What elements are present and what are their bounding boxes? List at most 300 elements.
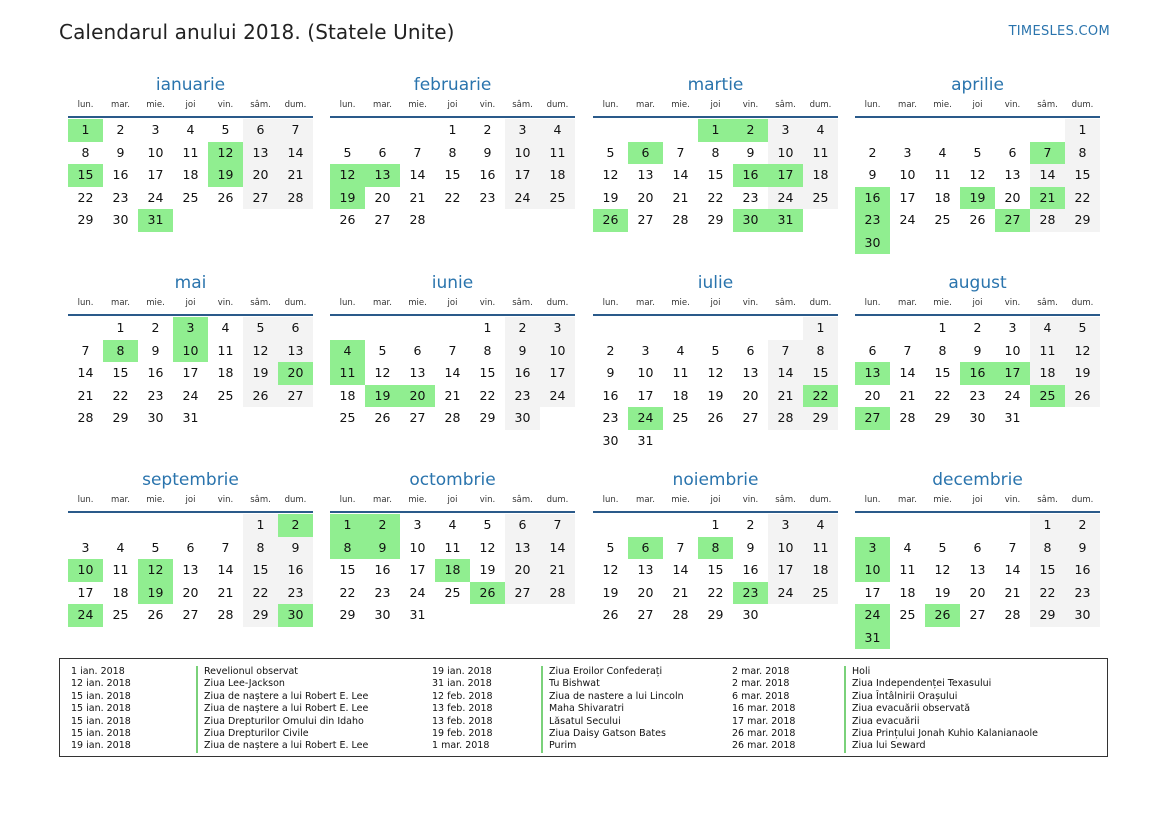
holiday-day: 6 [628,142,663,165]
empty-cell [995,514,1030,537]
day-cell: 11 [182,144,199,160]
holiday-day: 12 [208,142,243,165]
day-cell: 6 [746,342,755,358]
day-cell: 21 [278,164,313,187]
holiday-day: 20 [400,385,435,408]
holiday-day: 25 [1030,385,1065,408]
day-cell: 15 [1030,559,1065,582]
weekday-label: joi [185,298,196,308]
weekday-label: joi [710,495,721,505]
day-cell: 6 [413,342,422,358]
day-cell: 3 [540,317,575,340]
weekday-label: vin. [742,298,759,308]
holiday-day: 15 [68,164,103,187]
empty-cell [400,317,435,340]
day-cell: 2 [606,342,615,358]
day-cell: 24 [147,189,164,205]
day-cell: 12 [479,539,496,555]
day-cell: 24 [768,582,803,605]
site-link[interactable]: TIMESLES.COM [1008,24,1110,39]
holiday-day: 19 [960,187,995,210]
empty-cell [593,119,628,142]
day-cell: 3 [413,517,422,532]
day-cell: 22 [112,387,129,403]
day-cell: 18 [672,387,689,403]
day-cell: 23 [147,387,164,403]
day-cell: 28 [672,607,689,622]
day-cell: 8 [938,342,947,358]
day-cell: 1 [938,320,947,335]
holiday-day: 12 [138,559,173,582]
weekday-label: dum. [284,100,307,110]
day-cell: 6 [1008,144,1017,160]
day-cell: 27 [969,607,986,622]
day-cell: 24 [768,187,803,210]
day-cell: 17 [409,562,426,577]
holiday-day: 27 [855,407,890,430]
day-cell: 19 [1065,362,1100,385]
day-cell: 9 [1065,537,1100,560]
day-cell: 18 [803,559,838,582]
day-cell: 3 [151,122,160,137]
day-cell: 25 [803,582,838,605]
holiday-day: 20 [278,362,313,385]
day-cell: 10 [1004,342,1021,358]
day-cell: 9 [606,365,615,380]
holiday-day: 4 [330,340,365,363]
day-cell: 29 [707,607,724,622]
weekday-label: dum. [546,495,569,505]
month-name: octombrie [409,470,496,490]
day-cell: 15 [112,365,129,380]
holiday-day: 24 [855,604,890,627]
day-cell: 4 [448,517,457,532]
day-cell: 20 [742,387,759,403]
day-cell: 21 [1004,584,1021,600]
day-cell: 27 [505,582,540,605]
day-grid [593,514,838,627]
day-cell: 10 [409,539,426,555]
day-cell: 26 [217,189,234,205]
day-cell: 2 [483,122,492,137]
legend-names-col [844,666,1038,753]
empty-cell [68,317,103,340]
holiday-day: 19 [138,582,173,605]
holiday-day: 26 [470,582,505,605]
day-cell: 7 [278,119,313,142]
empty-cell [995,119,1030,142]
day-cell: 10 [637,365,654,380]
empty-cell [330,119,365,142]
day-cell: 20 [637,584,654,600]
day-cell: 6 [278,317,313,340]
day-cell: 14 [672,167,689,182]
weekday-header [855,491,1100,513]
empty-cell [628,119,663,142]
day-cell: 30 [147,410,164,425]
holiday-day: 16 [960,362,995,385]
day-cell: 5 [378,342,387,358]
day-cell: 28 [899,410,916,425]
day-cell: 22 [707,189,724,205]
day-cell: 8 [711,144,720,160]
day-cell: 6 [868,342,877,358]
weekday-label: sâm. [1037,495,1058,505]
day-cell: 1 [803,317,838,340]
legend-dates-col [71,666,131,753]
day-cell: 23 [1065,582,1100,605]
weekday-label: sâm. [250,100,271,110]
day-cell: 8 [448,144,457,160]
holiday-day: 18 [435,559,470,582]
day-cell: 25 [672,410,689,425]
weekday-label: sâm. [512,298,533,308]
weekday-header [330,96,575,118]
day-cell: 12 [969,167,986,182]
legend-holiday-name: Ziua Independenței Texasului [844,678,1038,690]
day-cell: 15 [803,362,838,385]
weekday-label: lun. [339,495,356,505]
day-cell: 25 [934,212,951,227]
day-cell: 6 [973,539,982,555]
legend-holiday-name: Revelionul observat [196,666,368,678]
day-cell: 7 [448,342,457,358]
day-cell: 11 [1030,340,1065,363]
day-cell: 25 [803,187,838,210]
weekday-label: lun. [602,100,619,110]
day-cell: 15 [1065,164,1100,187]
weekday-label: joi [185,495,196,505]
month-august [855,272,1100,430]
weekday-label: mar. [373,495,392,505]
day-cell: 3 [903,144,912,160]
empty-cell [330,317,365,340]
day-cell: 25 [339,410,356,425]
day-cell: 3 [505,119,540,142]
day-cell: 13 [243,142,278,165]
weekday-label: dum. [809,495,832,505]
holiday-day: 13 [365,164,400,187]
day-cell: 30 [602,432,619,448]
legend-date: 13 feb. 2018 [432,715,493,727]
day-cell: 29 [707,212,724,227]
day-grid [68,317,313,430]
day-cell: 11 [899,562,916,577]
legend-date: 19 ian. 2018 [71,740,131,752]
day-cell: 30 [505,407,540,430]
day-cell: 14 [409,167,426,182]
empty-cell [593,317,628,340]
legend-date: 12 feb. 2018 [432,690,493,702]
day-cell: 23 [374,584,391,600]
holiday-day: 12 [330,164,365,187]
day-cell: 28 [768,407,803,430]
day-cell: 23 [479,189,496,205]
weekday-label: mar. [898,495,917,505]
weekday-label: sâm. [1037,298,1058,308]
weekday-label: vin. [479,495,496,505]
holiday-day: 19 [365,385,400,408]
day-cell: 16 [147,365,164,380]
day-cell: 2 [116,122,125,137]
day-cell: 18 [540,164,575,187]
day-cell: 17 [899,189,916,205]
day-cell: 5 [151,539,160,555]
weekday-label: mie. [408,298,427,308]
day-cell: 14 [444,365,461,380]
day-grid [330,317,575,430]
empty-cell [628,514,663,537]
month-iulie [593,272,838,452]
weekday-header [330,294,575,316]
empty-cell [138,514,173,537]
holiday-day: 16 [855,187,890,210]
weekday-label: mie. [671,100,690,110]
month-name: iunie [431,273,474,293]
legend-holiday-name: Lăsatul Secului [541,716,684,728]
day-cell: 26 [707,410,724,425]
day-cell: 16 [505,362,540,385]
day-cell: 25 [444,584,461,600]
day-cell: 9 [973,342,982,358]
weekday-label: mar. [111,495,130,505]
day-cell: 3 [641,342,650,358]
day-cell: 22 [444,189,461,205]
empty-cell [628,317,663,340]
weekday-label: dum. [546,298,569,308]
day-cell: 30 [374,607,391,622]
holiday-day: 31 [855,627,890,650]
weekday-label: sâm. [250,495,271,505]
day-cell: 29 [934,410,951,425]
holiday-day: 19 [330,187,365,210]
weekday-label: joi [972,495,983,505]
day-grid [330,514,575,627]
day-cell: 2 [151,320,160,335]
day-cell: 28 [540,582,575,605]
day-cell: 1 [483,320,492,335]
legend-holiday-name: Ziua Prințului Jonah Kuhio Kalanianaole [844,728,1038,740]
day-cell: 7 [903,342,912,358]
day-cell: 31 [1004,410,1021,425]
day-cell: 2 [868,144,877,160]
weekday-label: vin. [217,495,234,505]
day-cell: 27 [637,607,654,622]
day-cell: 30 [969,410,986,425]
day-cell: 14 [1030,164,1065,187]
weekday-label: joi [972,100,983,110]
legend-date: 15 ian. 2018 [71,690,131,702]
weekday-label: joi [447,298,458,308]
day-cell: 26 [602,607,619,622]
holiday-day: 31 [138,209,173,232]
day-cell: 23 [742,189,759,205]
day-cell: 13 [637,167,654,182]
day-cell: 27 [637,212,654,227]
day-cell: 9 [116,144,125,160]
weekday-label: lun. [77,495,94,505]
day-cell: 1 [243,514,278,537]
empty-cell [855,317,890,340]
day-cell: 31 [637,432,654,448]
day-cell: 30 [742,607,759,622]
empty-cell [1030,119,1065,142]
holiday-day: 27 [995,209,1030,232]
day-cell: 20 [182,584,199,600]
day-cell: 23 [112,189,129,205]
day-cell: 22 [707,584,724,600]
legend-date: 15 ian. 2018 [71,715,131,727]
day-cell: 16 [742,562,759,577]
legend-date: 13 feb. 2018 [432,703,493,715]
day-cell: 22 [77,189,94,205]
holiday-day: 8 [330,537,365,560]
empty-cell [400,119,435,142]
legend-date: 6 mar. 2018 [732,690,790,702]
day-cell: 18 [182,167,199,182]
day-cell: 22 [479,387,496,403]
day-cell: 12 [602,562,619,577]
day-cell: 13 [278,340,313,363]
day-cell: 28 [217,607,234,622]
month-name: septembrie [142,470,239,490]
weekday-header [593,491,838,513]
day-cell: 5 [343,144,352,160]
legend-date: 1 ian. 2018 [71,666,125,677]
day-cell: 10 [768,537,803,560]
day-cell: 18 [934,189,951,205]
day-cell: 19 [602,189,619,205]
day-cell: 5 [243,317,278,340]
day-cell: 14 [899,365,916,380]
weekday-label: mie. [146,298,165,308]
month-octombrie [330,469,575,627]
legend-date: 31 ian. 2018 [432,678,492,690]
weekday-header [68,294,313,316]
weekday-label: vin. [1004,495,1021,505]
day-cell: 22 [1065,187,1100,210]
empty-cell [698,317,733,340]
day-cell: 5 [606,539,615,555]
weekday-label: dum. [1071,100,1094,110]
holiday-day: 8 [698,537,733,560]
day-cell: 13 [182,562,199,577]
day-cell: 27 [182,607,199,622]
day-cell: 7 [81,342,90,358]
day-cell: 21 [217,584,234,600]
holiday-day: 2 [365,514,400,537]
day-cell: 11 [444,539,461,555]
day-cell: 7 [1008,539,1017,555]
weekday-label: mar. [111,298,130,308]
weekday-label: vin. [479,298,496,308]
weekday-label: mar. [373,100,392,110]
day-cell: 19 [707,387,724,403]
holiday-day: 23 [855,209,890,232]
day-cell: 7 [413,144,422,160]
legend-holiday-name: Ziua Eroilor Confederați [541,666,684,678]
day-cell: 3 [768,514,803,537]
day-cell: 9 [746,144,755,160]
weekday-label: vin. [1004,100,1021,110]
weekday-label: dum. [546,100,569,110]
weekday-label: mar. [636,495,655,505]
day-cell: 4 [116,539,125,555]
day-cell: 25 [112,607,129,622]
day-cell: 4 [540,119,575,142]
holiday-day: 30 [855,232,890,255]
day-cell: 13 [409,365,426,380]
empty-cell [890,514,925,537]
weekday-label: mie. [671,298,690,308]
holiday-day: 30 [733,209,768,232]
weekday-label: mie. [408,495,427,505]
day-cell: 7 [676,144,685,160]
day-cell: 8 [803,340,838,363]
day-cell: 4 [1030,317,1065,340]
day-cell: 23 [969,387,986,403]
weekday-label: vin. [479,100,496,110]
legend-holiday-name: Ziua evacuării observată [844,703,1038,715]
day-cell: 10 [768,142,803,165]
month-decembrie [855,469,1100,649]
holiday-day: 31 [768,209,803,232]
day-cell: 14 [217,562,234,577]
month-name: decembrie [932,470,1023,490]
day-grid [855,514,1100,649]
weekday-label: sâm. [775,298,796,308]
empty-cell [68,514,103,537]
month-name: februarie [413,75,492,95]
day-cell: 16 [112,167,129,182]
empty-cell [663,514,698,537]
day-cell: 25 [899,607,916,622]
day-cell: 9 [278,537,313,560]
legend-holiday-name: Ziua Drepturilor Omului din Idaho [196,716,368,728]
weekday-header [68,96,313,118]
legend-holiday-name: Ziua Lee-Jackson [196,678,368,690]
day-cell: 31 [409,607,426,622]
day-cell: 20 [1004,189,1021,205]
holiday-day: 19 [208,164,243,187]
day-cell: 24 [505,187,540,210]
day-cell: 20 [243,164,278,187]
day-cell: 2 [973,320,982,335]
legend-dates-col [732,666,795,753]
day-cell: 11 [803,142,838,165]
empty-cell [855,119,890,142]
day-cell: 9 [483,144,492,160]
holiday-day: 30 [278,604,313,627]
holiday-day: 1 [68,119,103,142]
day-cell: 12 [707,365,724,380]
day-cell: 16 [602,387,619,403]
weekday-label: mie. [933,495,952,505]
empty-cell [855,514,890,537]
weekday-label: joi [447,495,458,505]
day-cell: 21 [672,189,689,205]
legend-date: 19 feb. 2018 [432,727,493,739]
weekday-label: lun. [339,298,356,308]
day-cell: 17 [182,365,199,380]
day-cell: 5 [973,144,982,160]
empty-cell [593,514,628,537]
day-cell: 7 [221,539,230,555]
holiday-day: 10 [68,559,103,582]
weekday-label: joi [185,100,196,110]
holiday-day: 6 [628,537,663,560]
month-name: iulie [697,273,734,293]
